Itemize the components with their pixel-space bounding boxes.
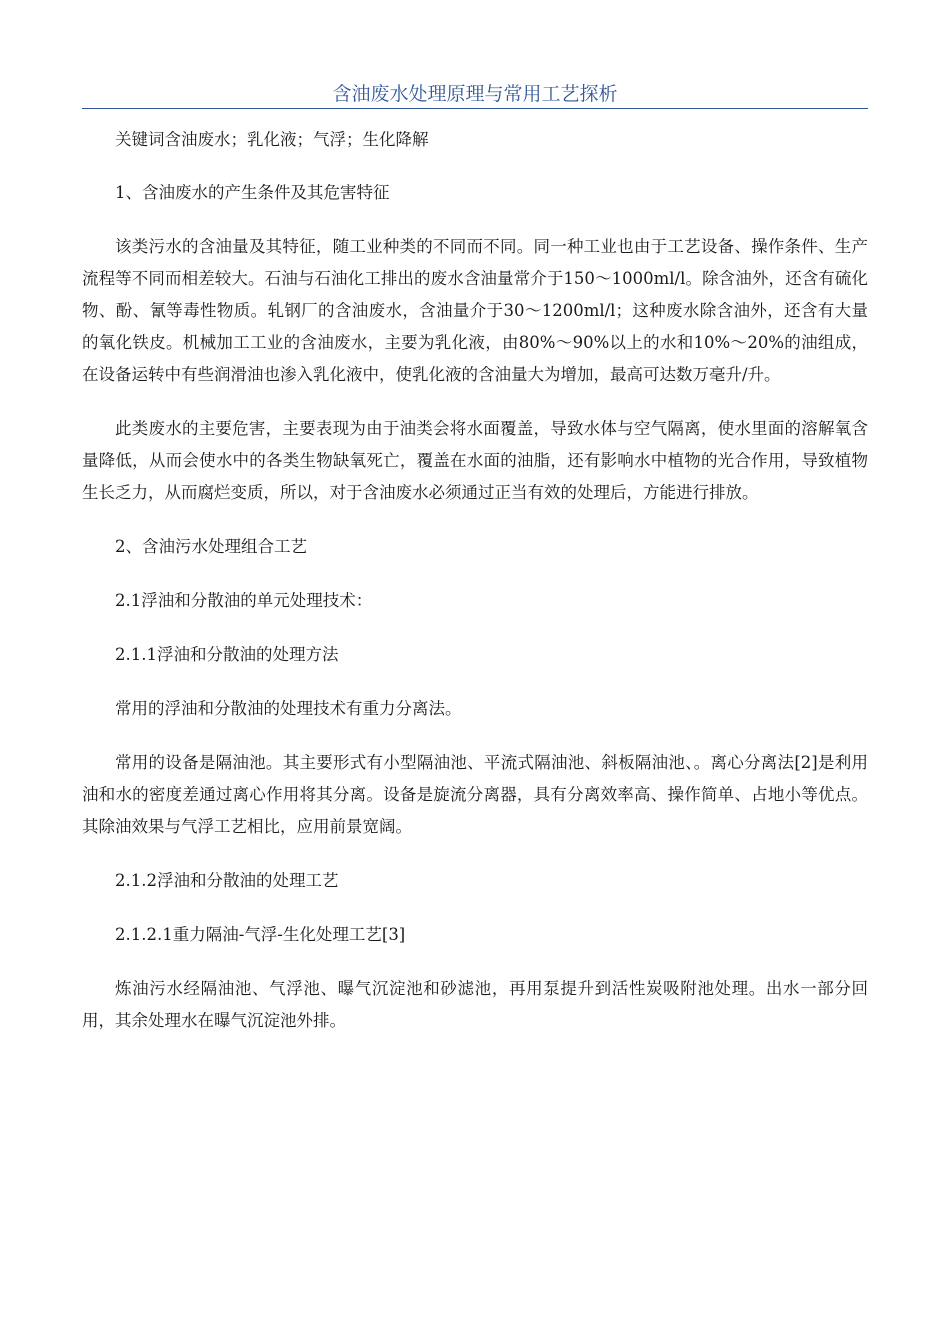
section-2-1-2-1-heading: 2.1.2.1重力隔油-气浮-生化处理工艺[3] [115, 925, 406, 944]
section-2-1-2-1-paragraph: 炼油污水经隔油池、气浮池、曝气沉淀池和砂滤池，再用泵提升到活性炭吸附池处理。出水一部分回用，其余处理水在曝气沉淀池外排。 [82, 979, 868, 1030]
title-underline [82, 108, 868, 109]
section-2-1-1-heading: 2.1.1浮油和分散油的处理方法 [115, 645, 339, 664]
section-2-heading: 2、含油污水处理组合工艺 [115, 537, 307, 556]
section-2-1-1-paragraph-1: 常用的浮油和分散油的处理技术有重力分离法。 [115, 699, 462, 718]
section-2-1-1-paragraph-2: 常用的设备是隔油池。其主要形式有小型隔油池、平流式隔油池、斜板隔油池、。离心分离法[2]是利用油和水的密度差通过离心作用将其分离。设备是旋流分离器，具有分离效率高、操作简单、占地小等优点。其除油效果与气浮工艺相比，应用前景宽阔。 [82, 753, 868, 836]
document-body [82, 124, 868, 1037]
keywords-line: 关键词含油废水；乳化液；气浮；生化降解 [115, 130, 429, 149]
section-1-paragraph-2: 此类废水的主要危害，主要表现为由于油类会将水面覆盖，导致水体与空气隔离，使水里面的溶解氧含量降低，从而会使水中的各类生物缺氧死亡，覆盖在水面的油脂，还有影响水中植物的光合作用，导致植物生长乏力，从而腐烂变质，所以，对于含油废水必须通过正当有效的处理后，方能进行排放。 [82, 419, 868, 502]
section-2-1-2-heading: 2.1.2浮油和分散油的处理工艺 [115, 871, 339, 890]
section-1-heading: 1、含油废水的产生条件及其危害特征 [115, 183, 390, 202]
document-title: 含油废水处理原理与常用工艺探析 [332, 83, 618, 105]
section-2-1-heading: 2.1浮油和分散油的单元处理技术： [115, 591, 373, 610]
section-1-paragraph-1: 该类污水的含油量及其特征，随工业种类的不同而不同。同一种工业也由于工艺设备、操作条件、生产流程等不同而相差较大。石油与石油化工排出的废水含油量常介于150～1000ml/l。除含油外，还含有硫化物、酚、氰等毒性物质。轧钢厂的含油废水，含油量介于30～1200ml/l；这种废水除含油外，还含有大量的氧化铁皮。机械加工工业的含油废水，主要为乳化液，由80%～90%以上的水和10%～20%的油组成，在设备运转中有些润滑油也渗入乳化液中，使乳化液的含油量大为增加，最高可达数万毫升/升。 [82, 237, 868, 384]
